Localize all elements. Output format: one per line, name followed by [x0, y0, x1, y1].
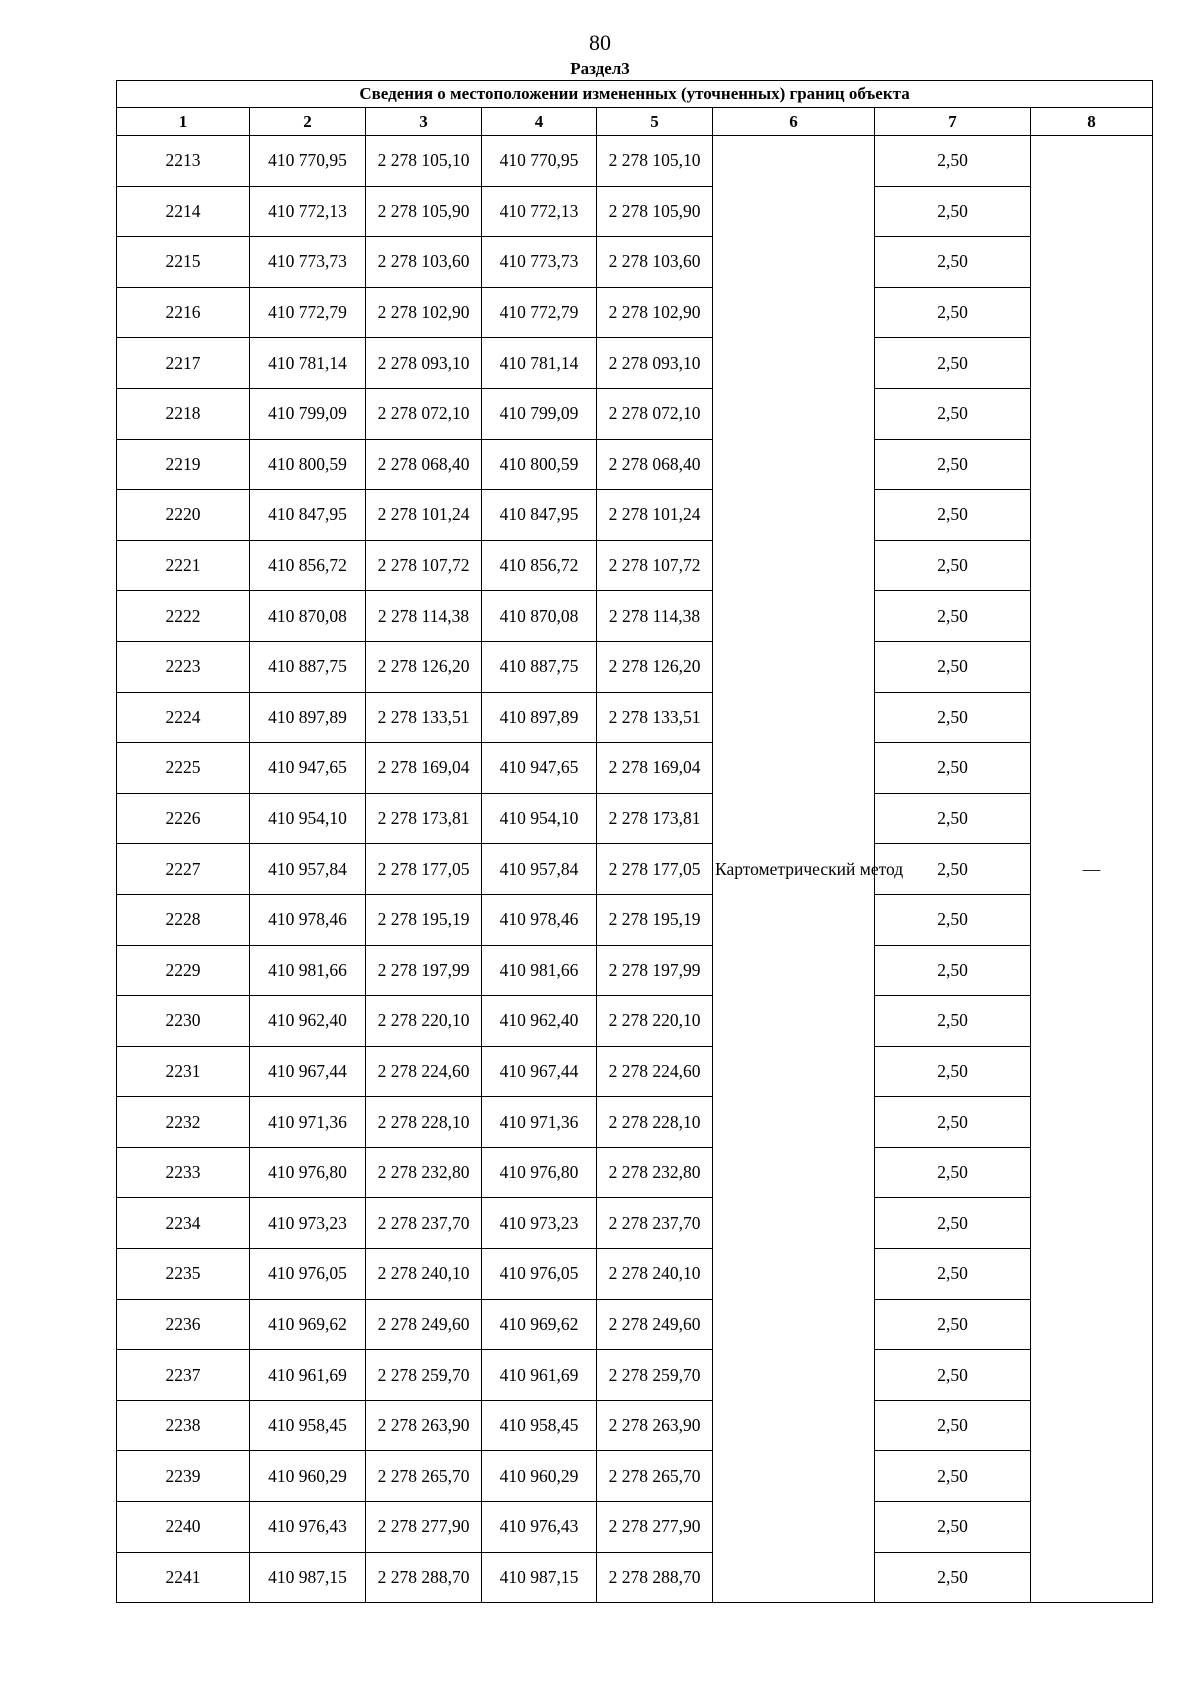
x-existing-cell: 410 976,05: [250, 1249, 366, 1300]
x-refined-cell: 410 958,45: [482, 1400, 597, 1451]
accuracy-cell: 2,50: [875, 388, 1031, 439]
accuracy-cell: 2,50: [875, 287, 1031, 338]
table-row: [117, 1502, 1153, 1553]
y-existing-cell: 2 278 240,10: [366, 1249, 482, 1300]
point-number-cell: 2229: [117, 945, 250, 996]
x-refined-cell: 410 773,73: [482, 237, 597, 288]
table-row: [117, 591, 1153, 642]
table-row: [117, 540, 1153, 591]
x-existing-cell: 410 978,46: [250, 894, 366, 945]
accuracy-cell: 2,50: [875, 1249, 1031, 1300]
table-row: [117, 1046, 1153, 1097]
accuracy-cell: 2,50: [875, 1147, 1031, 1198]
boundary-coordinates-table: [116, 80, 1153, 1603]
y-refined-cell: 2 278 105,90: [597, 186, 713, 237]
table-row: [117, 894, 1153, 945]
x-existing-cell: 410 961,69: [250, 1350, 366, 1401]
accuracy-cell: 2,50: [875, 1451, 1031, 1502]
y-refined-cell: 2 278 249,60: [597, 1299, 713, 1350]
x-existing-cell: 410 887,75: [250, 641, 366, 692]
x-existing-cell: 410 976,43: [250, 1502, 366, 1553]
y-existing-cell: 2 278 277,90: [366, 1502, 482, 1553]
x-refined-cell: 410 772,13: [482, 186, 597, 237]
x-refined-cell: 410 976,05: [482, 1249, 597, 1300]
table-row: [117, 1552, 1153, 1603]
point-number-cell: 2238: [117, 1400, 250, 1451]
point-number-cell: 2222: [117, 591, 250, 642]
y-existing-cell: 2 278 169,04: [366, 743, 482, 794]
point-number-cell: 2218: [117, 388, 250, 439]
y-existing-cell: 2 278 107,72: [366, 540, 482, 591]
x-refined-cell: 410 967,44: [482, 1046, 597, 1097]
accuracy-cell: 2,50: [875, 641, 1031, 692]
point-number-cell: 2213: [117, 136, 250, 187]
x-refined-cell: 410 981,66: [482, 945, 597, 996]
table-row: [117, 1097, 1153, 1148]
y-refined-cell: 2 278 177,05: [597, 844, 713, 895]
column-number-6: 6: [713, 108, 875, 136]
y-refined-cell: 2 278 259,70: [597, 1350, 713, 1401]
x-refined-cell: 410 957,84: [482, 844, 597, 895]
point-number-cell: 2227: [117, 844, 250, 895]
table-row: [117, 490, 1153, 541]
y-refined-cell: 2 278 114,38: [597, 591, 713, 642]
y-existing-cell: 2 278 103,60: [366, 237, 482, 288]
point-number-cell: 2215: [117, 237, 250, 288]
accuracy-cell: 2,50: [875, 186, 1031, 237]
accuracy-cell: 2,50: [875, 1552, 1031, 1603]
x-refined-cell: 410 800,59: [482, 439, 597, 490]
y-refined-cell: 2 278 277,90: [597, 1502, 713, 1553]
y-refined-cell: 2 278 195,19: [597, 894, 713, 945]
x-refined-cell: 410 887,75: [482, 641, 597, 692]
y-existing-cell: 2 278 105,10: [366, 136, 482, 187]
x-refined-cell: 410 954,10: [482, 793, 597, 844]
x-refined-cell: 410 847,95: [482, 490, 597, 541]
y-refined-cell: 2 278 237,70: [597, 1198, 713, 1249]
x-refined-cell: 410 947,65: [482, 743, 597, 794]
table-row: [117, 1198, 1153, 1249]
y-existing-cell: 2 278 263,90: [366, 1400, 482, 1451]
x-refined-cell: 410 987,15: [482, 1552, 597, 1603]
y-existing-cell: 2 278 237,70: [366, 1198, 482, 1249]
x-refined-cell: 410 770,95: [482, 136, 597, 187]
accuracy-cell: 2,50: [875, 338, 1031, 389]
accuracy-cell: 2,50: [875, 540, 1031, 591]
x-existing-cell: 410 870,08: [250, 591, 366, 642]
accuracy-cell: 2,50: [875, 1097, 1031, 1148]
y-refined-cell: 2 278 072,10: [597, 388, 713, 439]
y-refined-cell: 2 278 228,10: [597, 1097, 713, 1148]
y-existing-cell: 2 278 249,60: [366, 1299, 482, 1350]
x-refined-cell: 410 973,23: [482, 1198, 597, 1249]
y-refined-cell: 2 278 068,40: [597, 439, 713, 490]
point-number-cell: 2235: [117, 1249, 250, 1300]
accuracy-cell: 2,50: [875, 743, 1031, 794]
y-existing-cell: 2 278 220,10: [366, 996, 482, 1047]
table-row: [117, 237, 1153, 288]
point-number-cell: 2216: [117, 287, 250, 338]
x-existing-cell: 410 960,29: [250, 1451, 366, 1502]
y-refined-cell: 2 278 169,04: [597, 743, 713, 794]
point-number-cell: 2214: [117, 186, 250, 237]
y-existing-cell: 2 278 105,90: [366, 186, 482, 237]
y-existing-cell: 2 278 101,24: [366, 490, 482, 541]
point-number-cell: 2221: [117, 540, 250, 591]
point-number-cell: 2236: [117, 1299, 250, 1350]
y-existing-cell: 2 278 068,40: [366, 439, 482, 490]
accuracy-cell: 2,50: [875, 591, 1031, 642]
accuracy-cell: 2,50: [875, 945, 1031, 996]
accuracy-cell: 2,50: [875, 490, 1031, 541]
column-number-5: 5: [597, 108, 713, 136]
x-existing-cell: 410 770,95: [250, 136, 366, 187]
y-refined-cell: 2 278 107,72: [597, 540, 713, 591]
accuracy-cell: 2,50: [875, 1198, 1031, 1249]
column-number-4: 4: [482, 108, 597, 136]
table-row: [117, 641, 1153, 692]
x-refined-cell: 410 978,46: [482, 894, 597, 945]
table-row: [117, 1400, 1153, 1451]
accuracy-cell: 2,50: [875, 793, 1031, 844]
accuracy-cell: 2,50: [875, 237, 1031, 288]
x-existing-cell: 410 969,62: [250, 1299, 366, 1350]
y-existing-cell: 2 278 265,70: [366, 1451, 482, 1502]
y-existing-cell: 2 278 195,19: [366, 894, 482, 945]
accuracy-cell: 2,50: [875, 894, 1031, 945]
point-number-cell: 2228: [117, 894, 250, 945]
y-existing-cell: 2 278 173,81: [366, 793, 482, 844]
y-refined-cell: 2 278 133,51: [597, 692, 713, 743]
point-number-cell: 2230: [117, 996, 250, 1047]
accuracy-cell: 2,50: [875, 1299, 1031, 1350]
table-row: [117, 1451, 1153, 1502]
y-existing-cell: 2 278 072,10: [366, 388, 482, 439]
table-row: [117, 439, 1153, 490]
y-refined-cell: 2 278 263,90: [597, 1400, 713, 1451]
table-row: [117, 793, 1153, 844]
y-existing-cell: 2 278 288,70: [366, 1552, 482, 1603]
x-existing-cell: 410 967,44: [250, 1046, 366, 1097]
accuracy-cell: 2,50: [875, 1350, 1031, 1401]
table-row: [117, 1299, 1153, 1350]
point-number-cell: 2231: [117, 1046, 250, 1097]
x-existing-cell: 410 971,36: [250, 1097, 366, 1148]
y-existing-cell: 2 278 232,80: [366, 1147, 482, 1198]
x-existing-cell: 410 856,72: [250, 540, 366, 591]
x-refined-cell: 410 897,89: [482, 692, 597, 743]
point-number-cell: 2239: [117, 1451, 250, 1502]
y-refined-cell: 2 278 126,20: [597, 641, 713, 692]
point-number-cell: 2240: [117, 1502, 250, 1553]
section-title: Раздел3: [570, 59, 630, 78]
table-row: [117, 186, 1153, 237]
x-existing-cell: 410 947,65: [250, 743, 366, 794]
x-existing-cell: 410 773,73: [250, 237, 366, 288]
y-refined-cell: 2 278 102,90: [597, 287, 713, 338]
y-existing-cell: 2 278 197,99: [366, 945, 482, 996]
x-existing-cell: 410 772,79: [250, 287, 366, 338]
accuracy-cell: 2,50: [875, 1400, 1031, 1451]
y-refined-cell: 2 278 224,60: [597, 1046, 713, 1097]
column-number-2: 2: [250, 108, 366, 136]
y-refined-cell: 2 278 220,10: [597, 996, 713, 1047]
x-refined-cell: 410 870,08: [482, 591, 597, 642]
accuracy-cell: 2,50: [875, 844, 1031, 895]
accuracy-cell: 2,50: [875, 1502, 1031, 1553]
point-number-cell: 2223: [117, 641, 250, 692]
x-refined-cell: 410 772,79: [482, 287, 597, 338]
point-number-cell: 2219: [117, 439, 250, 490]
accuracy-cell: 2,50: [875, 996, 1031, 1047]
column-number-row: [117, 108, 1153, 136]
table-row: [117, 743, 1153, 794]
y-refined-cell: 2 278 093,10: [597, 338, 713, 389]
y-refined-cell: 2 278 265,70: [597, 1451, 713, 1502]
x-refined-cell: 410 799,09: [482, 388, 597, 439]
table-row: [117, 1249, 1153, 1300]
accuracy-cell: 2,50: [875, 136, 1031, 187]
page-number: 80: [589, 30, 611, 55]
y-existing-cell: 2 278 228,10: [366, 1097, 482, 1148]
table-row: [117, 692, 1153, 743]
table-row: [117, 945, 1153, 996]
y-refined-cell: 2 278 173,81: [597, 793, 713, 844]
y-refined-cell: 2 278 232,80: [597, 1147, 713, 1198]
y-refined-cell: 2 278 101,24: [597, 490, 713, 541]
column-number-3: 3: [366, 108, 482, 136]
table-row: [117, 844, 1153, 895]
y-existing-cell: 2 278 102,90: [366, 287, 482, 338]
x-existing-cell: 410 772,13: [250, 186, 366, 237]
accuracy-cell: 2,50: [875, 1046, 1031, 1097]
note-cell: —: [1031, 136, 1153, 1603]
x-refined-cell: 410 960,29: [482, 1451, 597, 1502]
x-existing-cell: 410 781,14: [250, 338, 366, 389]
y-existing-cell: 2 278 133,51: [366, 692, 482, 743]
y-existing-cell: 2 278 114,38: [366, 591, 482, 642]
point-number-cell: 2241: [117, 1552, 250, 1603]
accuracy-cell: 2,50: [875, 692, 1031, 743]
table-row: [117, 388, 1153, 439]
table-row: [117, 287, 1153, 338]
point-number-cell: 2220: [117, 490, 250, 541]
table-caption: Сведения о местоположении измененных (уточненных) границ объекта: [117, 81, 1153, 108]
y-existing-cell: 2 278 224,60: [366, 1046, 482, 1097]
x-existing-cell: 410 976,80: [250, 1147, 366, 1198]
y-refined-cell: 2 278 288,70: [597, 1552, 713, 1603]
table-body: [117, 136, 1153, 1603]
point-number-cell: 2224: [117, 692, 250, 743]
accuracy-cell: 2,50: [875, 439, 1031, 490]
x-existing-cell: 410 847,95: [250, 490, 366, 541]
y-existing-cell: 2 278 259,70: [366, 1350, 482, 1401]
x-refined-cell: 410 856,72: [482, 540, 597, 591]
table-row: [117, 1147, 1153, 1198]
column-number-7: 7: [875, 108, 1031, 136]
y-refined-cell: 2 278 105,10: [597, 136, 713, 187]
y-refined-cell: 2 278 240,10: [597, 1249, 713, 1300]
y-existing-cell: 2 278 177,05: [366, 844, 482, 895]
x-refined-cell: 410 962,40: [482, 996, 597, 1047]
x-existing-cell: 410 987,15: [250, 1552, 366, 1603]
x-existing-cell: 410 897,89: [250, 692, 366, 743]
column-number-8: 8: [1031, 108, 1153, 136]
column-number-1: 1: [117, 108, 250, 136]
x-existing-cell: 410 800,59: [250, 439, 366, 490]
x-refined-cell: 410 961,69: [482, 1350, 597, 1401]
point-number-cell: 2232: [117, 1097, 250, 1148]
point-number-cell: 2237: [117, 1350, 250, 1401]
x-refined-cell: 410 976,43: [482, 1502, 597, 1553]
table-row: [117, 996, 1153, 1047]
point-number-cell: 2225: [117, 743, 250, 794]
x-existing-cell: 410 957,84: [250, 844, 366, 895]
table-row: [117, 136, 1153, 187]
x-refined-cell: 410 971,36: [482, 1097, 597, 1148]
x-refined-cell: 410 781,14: [482, 338, 597, 389]
point-number-cell: 2226: [117, 793, 250, 844]
x-existing-cell: 410 973,23: [250, 1198, 366, 1249]
x-refined-cell: 410 976,80: [482, 1147, 597, 1198]
point-number-cell: 2217: [117, 338, 250, 389]
table-row: [117, 1350, 1153, 1401]
point-number-cell: 2233: [117, 1147, 250, 1198]
x-existing-cell: 410 799,09: [250, 388, 366, 439]
method-cell: Картометрический метод: [713, 136, 875, 1603]
x-refined-cell: 410 969,62: [482, 1299, 597, 1350]
point-number-cell: 2234: [117, 1198, 250, 1249]
y-existing-cell: 2 278 093,10: [366, 338, 482, 389]
x-existing-cell: 410 962,40: [250, 996, 366, 1047]
table-row: [117, 338, 1153, 389]
y-refined-cell: 2 278 103,60: [597, 237, 713, 288]
y-existing-cell: 2 278 126,20: [366, 641, 482, 692]
x-existing-cell: 410 981,66: [250, 945, 366, 996]
x-existing-cell: 410 954,10: [250, 793, 366, 844]
x-existing-cell: 410 958,45: [250, 1400, 366, 1451]
y-refined-cell: 2 278 197,99: [597, 945, 713, 996]
